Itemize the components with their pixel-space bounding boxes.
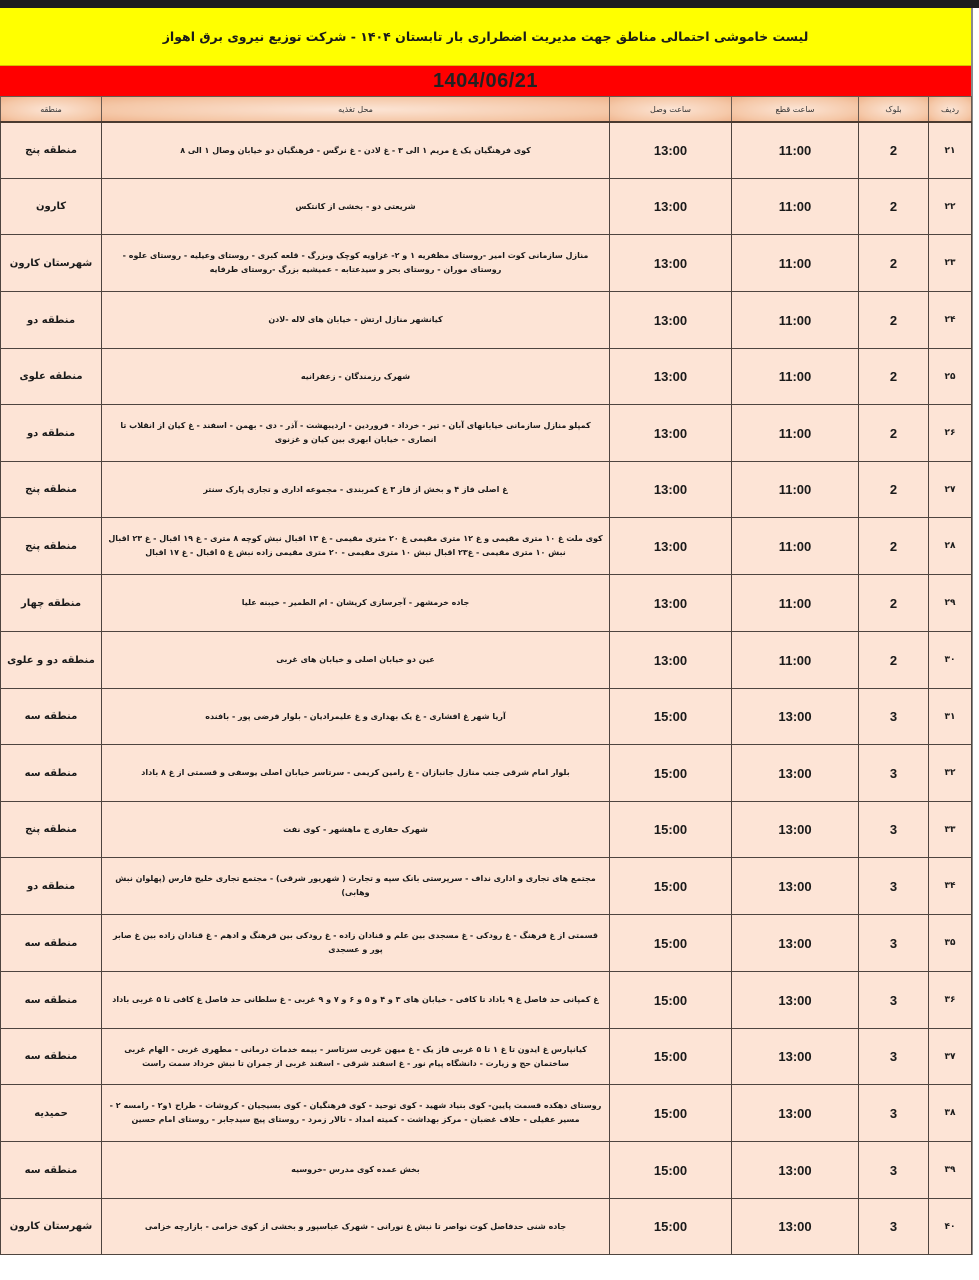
cut-time-cell: 13:00 xyxy=(732,1029,859,1085)
table-row xyxy=(1,1142,972,1199)
row-number-cell: ۳۱ xyxy=(929,689,972,745)
top-status-bar xyxy=(0,0,979,8)
reconnect-time-cell: 15:00 xyxy=(610,1142,732,1199)
cut-time-cell: 11:00 xyxy=(732,462,859,518)
row-number-cell: ۳۲ xyxy=(929,745,972,802)
region-cell: شهرستان کارون xyxy=(1,235,102,292)
table-row xyxy=(1,1199,972,1255)
region-cell: منطقه دو xyxy=(1,405,102,462)
reconnect-time-cell: 13:00 xyxy=(610,122,732,179)
cut-time-cell: 11:00 xyxy=(732,292,859,349)
table-row xyxy=(1,235,972,292)
block-cell: 2 xyxy=(859,518,929,575)
date-band xyxy=(0,66,971,96)
region-cell: منطقه چهار xyxy=(1,575,102,632)
col-header-location: محل تغذیه xyxy=(102,97,610,123)
row-number-cell: ۳۳ xyxy=(929,802,972,858)
table-row xyxy=(1,858,972,915)
row-number-cell: ۲۸ xyxy=(929,518,972,575)
row-number-cell: ۲۲ xyxy=(929,179,972,235)
cut-time-cell: 11:00 xyxy=(732,122,859,179)
row-number-cell: ۲۹ xyxy=(929,575,972,632)
table-row xyxy=(1,1085,972,1142)
location-cell: کوی ملت غ ۱۰ متری مقیمی و غ ۱۲ متری مقیمی غ ۲۰ متری مقیمی - غ ۱۳ اقبال نبش کوچه ۸ متری - غ ۱۹ اقبال - غ ۲۳ اقبال نبش ۱۰ متری مقیمی - غ۲۳ اقبال نبش ۱۰ متری مقیمی - ۲۰ متری مقیمی زاده نبش غ ۵ اقبال - غ ۱۷ اقبال xyxy=(102,518,610,575)
row-number-cell: ۳۶ xyxy=(929,972,972,1029)
row-number-cell: ۳۰ xyxy=(929,632,972,689)
row-number-cell: ۳۴ xyxy=(929,858,972,915)
cut-time-cell: 13:00 xyxy=(732,858,859,915)
cut-time-cell: 13:00 xyxy=(732,802,859,858)
block-cell: 3 xyxy=(859,745,929,802)
block-cell: 2 xyxy=(859,632,929,689)
block-cell: 2 xyxy=(859,292,929,349)
location-cell: کوی فرهنگیان یک غ مریم ۱ الی ۳ - غ لادن - غ نرگس - فرهنگیان دو خیابان وصال ۱ الی ۸ xyxy=(102,122,610,179)
region-cell: منطقه سه xyxy=(1,972,102,1029)
location-cell: شهرک رزمندگان - زعفرانیه xyxy=(102,349,610,405)
block-cell: 2 xyxy=(859,405,929,462)
block-cell: 3 xyxy=(859,972,929,1029)
reconnect-time-cell: 13:00 xyxy=(610,632,732,689)
block-cell: 2 xyxy=(859,122,929,179)
region-cell: حمیدیه xyxy=(1,1085,102,1142)
block-cell: 3 xyxy=(859,1029,929,1085)
region-cell: شهرستان کارون xyxy=(1,1199,102,1255)
table-row xyxy=(1,349,972,405)
block-cell: 3 xyxy=(859,689,929,745)
title-band xyxy=(0,8,971,66)
location-cell: جاده شنی حدفاصل کوت نواصر تا نبش غ نورانی - شهرک عباسپور و بخشی از کوی خزامی - بازارچه خزامی xyxy=(102,1199,610,1255)
location-cell: روستای دهکده قسمت پایین- کوی بنیاد شهید - کوی توحید - کوی فرهنگیان - کوی بسیجیان - کروشات - طراح ۱و۲ - رامسه ۲ - مسیر عقیلی - حلاف غضبان - مرکز بهداشت - کمیته امداد - تالار زمرد - روستای پیچ سیدجابر - روستای امام حسین xyxy=(102,1085,610,1142)
region-cell: منطقه دو و علوی xyxy=(1,632,102,689)
table-row xyxy=(1,689,972,745)
region-cell: منطقه سه xyxy=(1,745,102,802)
row-number-cell: ۲۵ xyxy=(929,349,972,405)
region-cell: منطقه سه xyxy=(1,915,102,972)
reconnect-time-cell: 15:00 xyxy=(610,689,732,745)
cut-time-cell: 11:00 xyxy=(732,179,859,235)
table-row xyxy=(1,632,972,689)
page-title: لیست خاموشی احتمالی مناطق جهت مدیریت اضطراری بار تابستان ۱۴۰۴ - شرکت توزیع نیروی برق اهواز xyxy=(162,29,809,44)
region-cell: منطقه دو xyxy=(1,292,102,349)
row-number-cell: ۲۶ xyxy=(929,405,972,462)
region-cell: منطقه پنج xyxy=(1,122,102,179)
location-cell: شریعتی دو - بخشی از کانتکس xyxy=(102,179,610,235)
col-header-reconnect-time: ساعت وصل xyxy=(610,97,732,123)
reconnect-time-cell: 15:00 xyxy=(610,858,732,915)
location-cell: غ کمپانی حد فاصل غ ۹ باداد تا کافی - خیابان های ۳ و ۴ و ۵ و ۶ و ۷ و ۹ غربی - غ سلطانی حد فاصل غ کافی تا ۵ غربی باداد xyxy=(102,972,610,1029)
region-cell: منطقه دو xyxy=(1,858,102,915)
cut-time-cell: 11:00 xyxy=(732,349,859,405)
region-cell: منطقه علوی xyxy=(1,349,102,405)
block-cell: 3 xyxy=(859,802,929,858)
row-number-cell: ۳۸ xyxy=(929,1085,972,1142)
reconnect-time-cell: 13:00 xyxy=(610,179,732,235)
row-number-cell: ۲۴ xyxy=(929,292,972,349)
reconnect-time-cell: 15:00 xyxy=(610,1199,732,1255)
table-row xyxy=(1,292,972,349)
cut-time-cell: 13:00 xyxy=(732,1142,859,1199)
cut-time-cell: 11:00 xyxy=(732,575,859,632)
region-cell: منطقه پنج xyxy=(1,802,102,858)
region-cell: منطقه پنج xyxy=(1,462,102,518)
block-cell: 3 xyxy=(859,1085,929,1142)
reconnect-time-cell: 13:00 xyxy=(610,235,732,292)
location-cell: مجتمع های تجاری و اداری نداف - سرپرستی بانک سپه و تجارت ( شهریور شرقی) - مجتمع تجاری خلیج فارس (پهلوان نبش وهابی) xyxy=(102,858,610,915)
table-row xyxy=(1,972,972,1029)
region-cell: منطقه سه xyxy=(1,689,102,745)
col-header-cut-time: ساعت قطع xyxy=(732,97,859,123)
col-header-region: منطقه xyxy=(1,97,102,123)
cut-time-cell: 11:00 xyxy=(732,235,859,292)
location-cell: عین دو خیابان اصلی و خیابان های غربی xyxy=(102,632,610,689)
reconnect-time-cell: 15:00 xyxy=(610,745,732,802)
table-row xyxy=(1,518,972,575)
outage-table xyxy=(0,96,972,1255)
reconnect-time-cell: 15:00 xyxy=(610,1029,732,1085)
row-number-cell: ۲۱ xyxy=(929,122,972,179)
table-row xyxy=(1,802,972,858)
cut-time-cell: 11:00 xyxy=(732,632,859,689)
row-number-cell: ۳۵ xyxy=(929,915,972,972)
location-cell: کیانشهر منازل ارتش - خیابان های لاله -لادن xyxy=(102,292,610,349)
row-number-cell: ۲۷ xyxy=(929,462,972,518)
region-cell: منطقه پنج xyxy=(1,518,102,575)
row-number-cell: ۴۰ xyxy=(929,1199,972,1255)
reconnect-time-cell: 15:00 xyxy=(610,915,732,972)
location-cell: بخش عمده کوی مدرس -خروسیه xyxy=(102,1142,610,1199)
block-cell: 2 xyxy=(859,235,929,292)
block-cell: 2 xyxy=(859,179,929,235)
reconnect-time-cell: 13:00 xyxy=(610,462,732,518)
row-number-cell: ۲۳ xyxy=(929,235,972,292)
region-cell: منطقه سه xyxy=(1,1142,102,1199)
reconnect-time-cell: 15:00 xyxy=(610,972,732,1029)
cut-time-cell: 13:00 xyxy=(732,915,859,972)
table-row xyxy=(1,575,972,632)
block-cell: 2 xyxy=(859,575,929,632)
cut-time-cell: 13:00 xyxy=(732,1199,859,1255)
block-cell: 3 xyxy=(859,858,929,915)
cut-time-cell: 13:00 xyxy=(732,1085,859,1142)
block-cell: 2 xyxy=(859,349,929,405)
location-cell: منازل سازمانی کوت امیر -روستای مظفریه ۱ و ۲- غزاویه کوچک وبزرگ - قلعه کبری - روستای وعیلیه - روستای علوه - روستای موران - روستای بحر و سیدعتابه - عمیشیه بزرگ -روستای طرفایه xyxy=(102,235,610,292)
reconnect-time-cell: 13:00 xyxy=(610,575,732,632)
cut-time-cell: 13:00 xyxy=(732,972,859,1029)
block-cell: 3 xyxy=(859,1142,929,1199)
location-cell: غ اصلی فاز ۴ و بخش از فاز ۳ غ کمربندی - مجموعه اداری و تجاری پارک سنتر xyxy=(102,462,610,518)
reconnect-time-cell: 15:00 xyxy=(610,802,732,858)
cut-time-cell: 13:00 xyxy=(732,745,859,802)
table-row xyxy=(1,405,972,462)
table-row xyxy=(1,462,972,518)
table-row xyxy=(1,122,972,179)
block-cell: 2 xyxy=(859,462,929,518)
location-cell: جاده خرمشهر - آجرسازی کریشان - ام الطمیر - خیبنه علیا xyxy=(102,575,610,632)
location-cell: آریا شهر غ افشاری - غ یک بهداری و غ علیمرادیان - بلوار فرضی پور - بافنده xyxy=(102,689,610,745)
table-header-row xyxy=(1,97,972,123)
reconnect-time-cell: 13:00 xyxy=(610,349,732,405)
table-row xyxy=(1,179,972,235)
location-cell: بلوار امام شرقی جنب منازل جانبازان - غ رامین کریمی - سرتاسر خیابان اصلی یوسفی و قسمتی از غ ۸ باداد xyxy=(102,745,610,802)
block-cell: 3 xyxy=(859,915,929,972)
col-header-row: ردیف xyxy=(929,97,972,123)
table-row xyxy=(1,915,972,972)
region-cell: کارون xyxy=(1,179,102,235)
cut-time-cell: 11:00 xyxy=(732,518,859,575)
block-cell: 3 xyxy=(859,1199,929,1255)
row-number-cell: ۳۹ xyxy=(929,1142,972,1199)
location-cell: کمپلو منازل سازمانی خیابانهای آبان - تیر - خرداد - فروردین - اردیبهشت - آذر - دی - بهمن - اسفند - غ کیان از انقلاب تا انصاری - خیابان ابهری بین کیان و غزنوی xyxy=(102,405,610,462)
reconnect-time-cell: 13:00 xyxy=(610,292,732,349)
row-number-cell: ۳۷ xyxy=(929,1029,972,1085)
location-cell: شهرک حفاری ج ماهشهر - کوی نفت xyxy=(102,802,610,858)
cut-time-cell: 13:00 xyxy=(732,689,859,745)
location-cell: قسمتی از غ فرهنگ - غ رودکی - غ مسجدی بین علم و قنادان زاده - غ رودکی بین فرهنگ و ادهم - غ قنادان زاده بین غ صابر پور و عسجدی xyxy=(102,915,610,972)
reconnect-time-cell: 13:00 xyxy=(610,405,732,462)
region-cell: منطقه سه xyxy=(1,1029,102,1085)
reconnect-time-cell: 15:00 xyxy=(610,1085,732,1142)
location-cell: کیانپارس غ ایدون تا غ ۱ تا ۵ غربی فاز یک - غ میهن غربی سرتاسر - بیمه خدمات درمانی - مطهری غربی - الهام غربی ساختمان حج و زیارت - دانشگاه پیام نور - غ اسفند شرقی - اسفند غربی از جمران تا نبش خرداد سمت راست xyxy=(102,1029,610,1085)
col-header-block: بلوک xyxy=(859,97,929,123)
outage-schedule-sheet xyxy=(0,8,973,1255)
cut-time-cell: 11:00 xyxy=(732,405,859,462)
schedule-date: 1404/06/21 xyxy=(432,69,539,92)
table-row xyxy=(1,745,972,802)
table-row xyxy=(1,1029,972,1085)
reconnect-time-cell: 13:00 xyxy=(610,518,732,575)
